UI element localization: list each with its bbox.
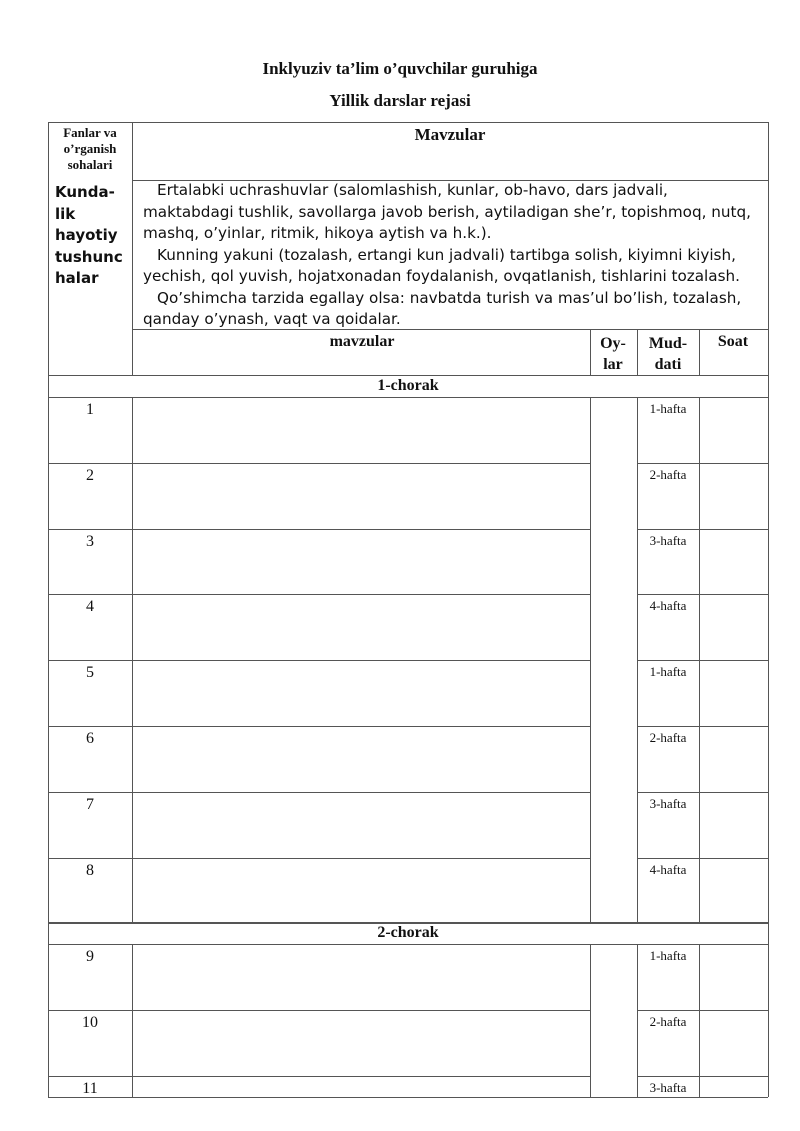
row-week: 4-hafta	[649, 861, 687, 877]
row-number: 6	[86, 730, 94, 747]
table-rule	[48, 594, 590, 595]
row-number: 10	[82, 1013, 98, 1031]
row-week: 2-hafta	[649, 1013, 687, 1029]
table-rule	[637, 397, 638, 923]
description-paragraph: Qo’shimcha tarzida egallay olsa: navbatda turish va mas’ul bo’lish, tozalash, qanday o’ynash, vaqt va qoidalar.	[143, 288, 742, 328]
table-rule	[699, 329, 700, 375]
table-rule	[637, 858, 768, 859]
row-week: 3-hafta	[649, 532, 687, 548]
row-number: 9	[86, 948, 94, 965]
table-rule	[48, 1010, 590, 1011]
table-rule	[48, 463, 590, 464]
description-paragraph: Kunning yakuni (tozalash, ertangi kun jadvali) tartibga solish, kiyimni kiyish, yechish, qol yuvish, hojatxonadan foydalanish, ovqatlanish, tishlarini tozalash.	[143, 245, 740, 285]
table-rule	[48, 397, 768, 398]
table-rule	[768, 922, 769, 944]
table-rule	[637, 660, 768, 661]
table-rule	[48, 726, 590, 727]
row-number: 1	[86, 401, 94, 418]
table-rule	[590, 944, 591, 1097]
table-rule	[48, 858, 590, 859]
row-week: 3-hafta	[649, 1079, 687, 1095]
table-rule	[637, 944, 638, 1097]
table-rule	[768, 122, 769, 375]
table-rule	[48, 397, 49, 923]
table-rule	[48, 1076, 590, 1077]
table-rule	[699, 944, 700, 1097]
table-rule	[48, 122, 49, 375]
table-rule	[637, 1076, 768, 1077]
table-rule	[768, 375, 769, 397]
row-number: 8	[86, 861, 94, 879]
table-rule	[48, 1097, 768, 1098]
row-number: 4	[86, 598, 94, 616]
header-topics: Mavzular	[414, 125, 486, 144]
document-subtitle: Yillik darslar rejasi	[329, 91, 471, 110]
row-week: 1-hafta	[649, 401, 687, 416]
table-rule	[637, 594, 768, 595]
row-week: 1-hafta	[649, 948, 687, 963]
header-subject-areas: Fanlar va o’rganish sohalari	[63, 125, 117, 172]
section-name: Kunda-lik hayotiy tushunc halar	[55, 183, 123, 287]
table-rule	[132, 329, 768, 330]
row-week: 1-hafta	[649, 664, 687, 680]
table-rule	[48, 792, 590, 793]
table-rule	[48, 529, 590, 530]
quarter-label: 1-chorak	[377, 377, 439, 394]
row-number: 7	[86, 795, 94, 813]
row-number: 11	[82, 1079, 98, 1097]
table-rule	[637, 726, 768, 727]
table-rule	[132, 944, 133, 1097]
quarter-label: 2-chorak	[377, 924, 439, 941]
table-rule	[48, 660, 590, 661]
table-rule	[590, 329, 591, 375]
table-rule	[768, 944, 769, 1097]
table-rule	[132, 180, 768, 181]
table-rule	[132, 397, 133, 923]
description-paragraph: Ertalabki uchrashuvlar (salomlashish, kunlar, ob-havo, dars jadvali, maktabdagi tushlik, savollarga javob berish, aytiladigan she’r, topishmoq, nutq, mashq, o’yinlar, ritmik, hikoya aytish va h.k.).	[143, 181, 751, 242]
table-rule	[768, 397, 769, 923]
section-description	[133, 180, 767, 328]
row-number: 5	[86, 664, 94, 682]
table-rule	[637, 329, 638, 375]
row-week: 2-hafta	[649, 730, 687, 745]
row-number: 2	[86, 466, 94, 484]
table-rule	[48, 944, 768, 945]
row-week: 3-hafta	[649, 795, 687, 811]
table-rule	[637, 529, 768, 530]
subheader-topics: mavzular	[329, 333, 395, 350]
table-rule	[48, 944, 49, 1097]
subheader-hours: Soat	[717, 333, 749, 350]
row-week: 4-hafta	[649, 598, 687, 614]
subheader-duration: Mud-dati	[648, 335, 688, 373]
table-rule	[637, 1010, 768, 1011]
subheader-months: Oy-lar	[600, 335, 626, 373]
table-rule	[48, 375, 768, 376]
table-rule	[637, 463, 768, 464]
table-rule	[699, 397, 700, 923]
row-number: 3	[86, 532, 94, 550]
document-title: Inklyuziv ta’lim o’quvchilar guruhiga	[262, 59, 538, 78]
table-rule	[48, 122, 768, 123]
table-rule	[590, 397, 591, 923]
row-week: 2-hafta	[649, 466, 687, 482]
table-rule	[132, 122, 133, 375]
table-rule	[637, 792, 768, 793]
table-rule	[48, 922, 768, 923]
